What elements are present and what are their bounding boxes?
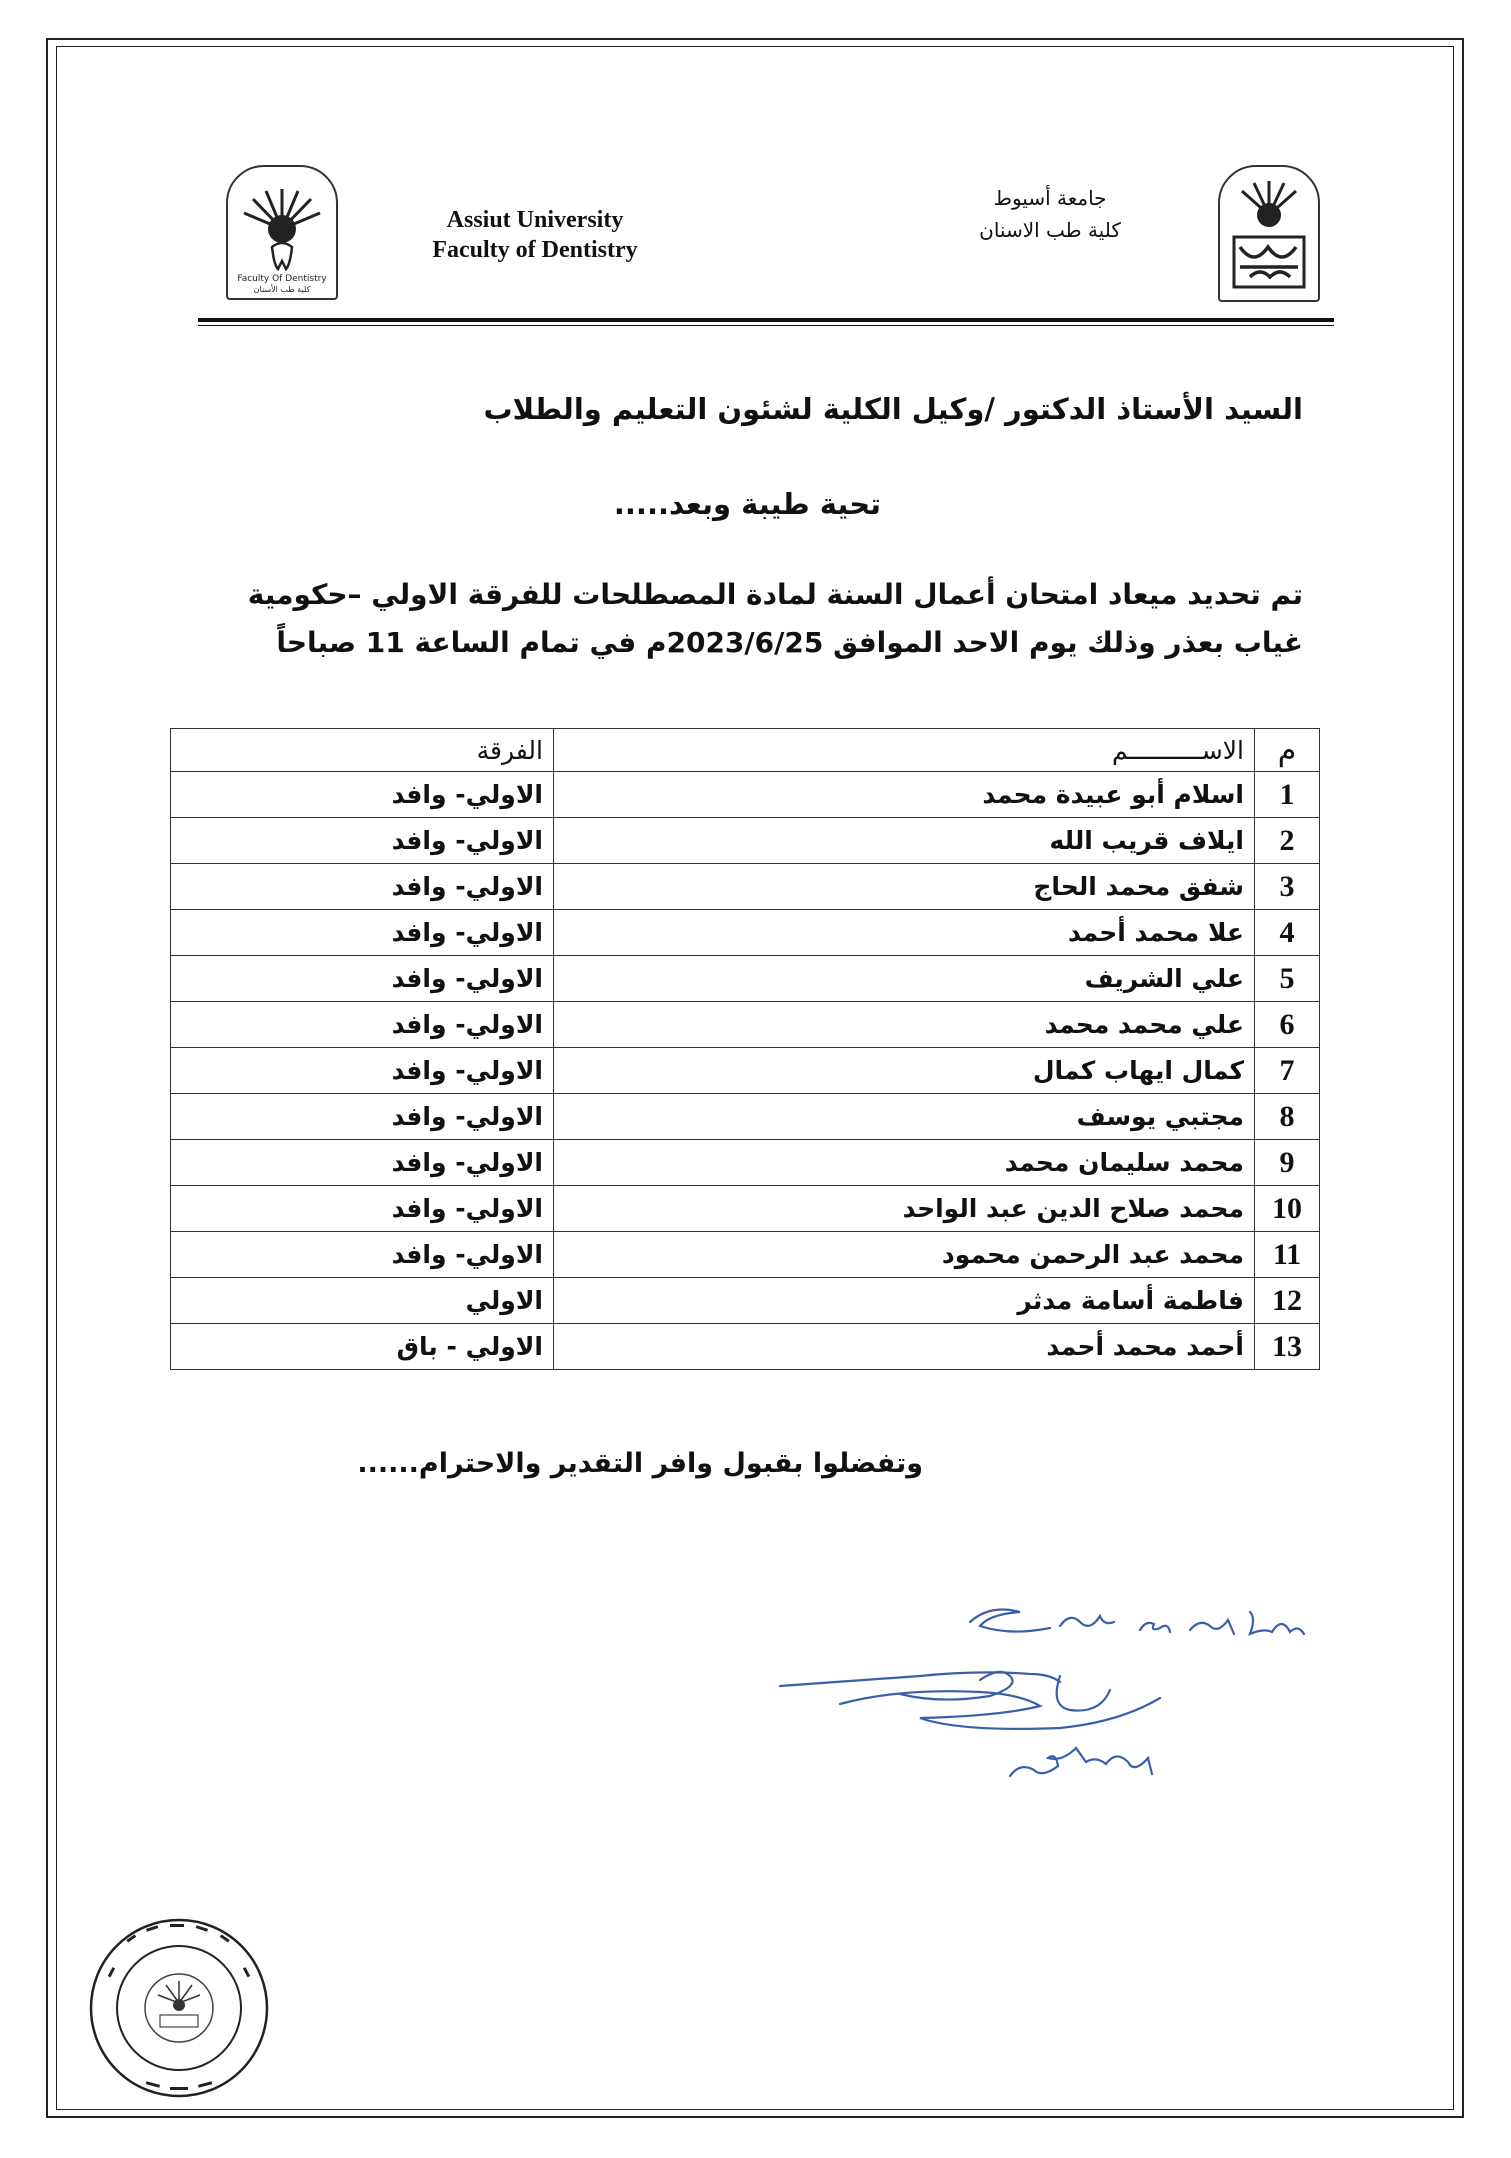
row-num: 8 [1255,1094,1320,1140]
row-name: محمد سليمان محمد [554,1140,1255,1186]
row-name: علي الشريف [554,956,1255,1002]
row-num: 2 [1255,818,1320,864]
row-name: علي محمد محمد [554,1002,1255,1048]
row-class: الاولي- وافد [171,910,554,956]
row-class: الاولي- وافد [171,1048,554,1094]
table-row [171,910,1320,956]
faculty-name-en: Faculty of Dentistry [432,237,638,263]
row-name: أحمد محمد أحمد [554,1324,1255,1370]
row-class: الاولي- وافد [171,1094,554,1140]
table-header-row [171,729,1320,772]
row-class: الاولي- وافد [171,864,554,910]
table-row [171,1278,1320,1324]
table-row [171,1232,1320,1278]
row-name: مجتبي يوسف [554,1094,1255,1140]
row-class: الاولي- وافد [171,1186,554,1232]
row-name: فاطمة أسامة مدثر [554,1278,1255,1324]
row-num: 9 [1255,1140,1320,1186]
row-name: ايلاف قريب الله [554,818,1255,864]
row-num: 7 [1255,1048,1320,1094]
table-row [171,1186,1320,1232]
header-num: م [1255,729,1320,772]
row-num: 3 [1255,864,1320,910]
official-stamp [86,1915,272,2101]
row-num: 4 [1255,910,1320,956]
students-table [170,728,1320,1370]
row-name: محمد عبد الرحمن محمود [554,1232,1255,1278]
row-name: اسلام أبو عبيدة محمد [554,772,1255,818]
faculty-name-ar: كلية طب الاسنان [979,218,1121,242]
table-row [171,772,1320,818]
row-name: محمد صلاح الدين عبد الواحد [554,1186,1255,1232]
table-row [171,1048,1320,1094]
table-row [171,1140,1320,1186]
row-class: الاولي- وافد [171,1002,554,1048]
letter-body-line-2: غياب بعذر وذلك يوم الاحد الموافق 2023/6/25م في تمام الساعة 11 صباحاً [276,626,1303,659]
row-num: 12 [1255,1278,1320,1324]
row-num: 10 [1255,1186,1320,1232]
university-logo [1218,165,1320,302]
row-name: شفق محمد الحاج [554,864,1255,910]
table-row [171,1324,1320,1370]
letter-body-line-1: تم تحديد ميعاد امتحان أعمال السنة لمادة المصطلحات للفرقة الاولي –حكومية [247,578,1303,611]
university-name-en: Assiut University [446,207,624,233]
row-num: 6 [1255,1002,1320,1048]
header-english [400,205,670,265]
header-name: الاســــــــــم [554,729,1255,772]
row-name: علا محمد أحمد [554,910,1255,956]
row-num: 13 [1255,1324,1320,1370]
table-row [171,1002,1320,1048]
header-arabic [940,182,1160,246]
letter-addressee: السيد الأستاذ الدكتور /وكيل الكلية لشئون التعليم والطلاب [483,392,1303,426]
row-class: الاولي- وافد [171,772,554,818]
table-row [171,818,1320,864]
row-name: كمال ايهاب كمال [554,1048,1255,1094]
row-num: 5 [1255,956,1320,1002]
row-class: الاولي- وافد [171,956,554,1002]
row-class: الاولي - باق [171,1324,554,1370]
header-divider-thin [198,325,1334,326]
row-num: 11 [1255,1232,1320,1278]
letter-closing: وتفضلوا بقبول وافر التقدير والاحترام...... [357,1448,923,1479]
letter-greeting: تحية طيبة وبعد..... [613,487,881,521]
row-class: الاولي- وافد [171,1232,554,1278]
svg-text:كلية طب الأسنان: كلية طب الأسنان [253,285,311,294]
header-class: الفرقة [171,729,554,772]
university-name-ar: جامعة أسيوط [993,186,1107,210]
row-num: 1 [1255,772,1320,818]
table-row [171,1094,1320,1140]
handwritten-signature [760,1600,1400,1800]
table-row [171,864,1320,910]
row-class: الاولي- وافد [171,818,554,864]
svg-text:Faculty Of Dentistry: Faculty Of Dentistry [237,274,327,284]
table-row [171,956,1320,1002]
header-divider [198,318,1334,322]
row-class: الاولي- وافد [171,1140,554,1186]
row-class: الاولي [171,1278,554,1324]
faculty-logo [226,165,338,300]
